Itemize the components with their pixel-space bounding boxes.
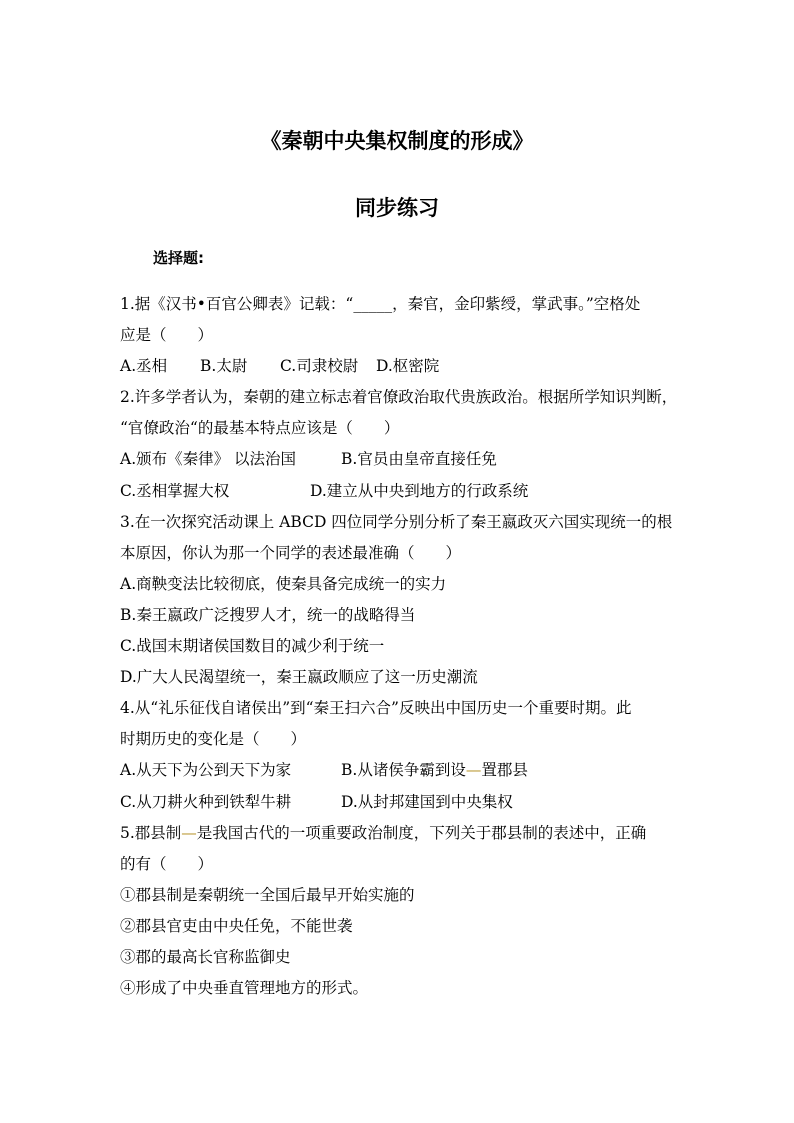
option-b-dash: — [465, 761, 482, 780]
question-5-stem-line-2: 的有（ ） [120, 854, 214, 873]
question-5-item-2: ②郡县官吏由中央任免，不能世袭 [120, 916, 353, 935]
question-3-option-c: C.战国末期诸侯国数目的减少利于统一 [120, 637, 385, 656]
option-a: A.丞相 [120, 357, 168, 376]
section-heading: 选择题: [153, 249, 204, 267]
question-list [120, 289, 680, 1004]
option-b: B.太尉 [200, 357, 248, 376]
question-3-stem-line-1: 3.在一次探究活动课上 ABCD 四位同学分别分析了秦王嬴政灭六国实现统一的根 [120, 512, 673, 531]
question-4-stem-line-1: 4.从“礼乐征伐自诸侯出”到“秦王扫六合”反映出中国历史一个重要时期。此 [120, 699, 632, 718]
question-3-option-b: B.秦王嬴政广泛搜罗人才，统一的战略得当 [120, 605, 416, 624]
question-5-dash: — [181, 823, 197, 842]
question-5-item-1: ①郡县制是秦朝统一全国后最早开始实施的 [120, 885, 415, 904]
question-2-options-row-2 [120, 476, 680, 507]
option-d: D.建立从中央到地方的行政系统 [310, 481, 529, 500]
option-b: B.官员由皇帝直接任免 [341, 450, 497, 469]
option-b-text-post: 置郡县 [481, 761, 528, 780]
option-d: D.枢密院 [376, 357, 440, 376]
option-d: D.从封邦建国到中央集权 [341, 792, 513, 811]
question-5-stem-post: 是我国古代的一项重要政治制度，下列关于郡县制的表述中，正确 [196, 823, 647, 842]
question-1-stem-line-2: 应是（ ） [120, 326, 214, 345]
option-c: C.丞相掌握大权 [120, 481, 230, 500]
question-2-stem-line-2: “官僚政治“的最基本特点应该是（ ） [120, 419, 400, 438]
option-b [341, 755, 528, 786]
question-5-stem-line-1 [120, 818, 680, 849]
question-3-option-a: A.商鞅变法比较彻底，使秦具备完成统一的实力 [120, 574, 447, 593]
option-c: C.从刀耕火种到铁犁牛耕 [120, 792, 292, 811]
option-b-text-pre: B.从诸侯争霸到设 [341, 761, 466, 780]
question-2-options-row-1 [120, 444, 680, 475]
question-4-options-row-1 [120, 755, 680, 786]
question-5-item-4: ④形成了中央垂直管理地方的形式。 [120, 979, 369, 998]
question-1-options [120, 351, 680, 382]
question-5-item-3: ③郡的最高长官称监御史 [120, 947, 291, 966]
option-c: C.司隶校尉 [280, 357, 359, 376]
document-title: 《秦朝中央集权制度的形成》 [260, 129, 534, 153]
option-a: A.从天下为公到天下为家 [120, 761, 292, 780]
document-subtitle: 同步练习 [355, 196, 439, 220]
question-2-stem-line-1: 2.许多学者认为，秦朝的建立标志着官僚政治取代贵族政治。根据所学知识判断， [120, 388, 678, 407]
question-3-option-d: D.广大人民渴望统一，秦王嬴政顺应了这一历史潮流 [120, 668, 478, 687]
question-3-stem-line-2: 本原因，你认为那一个同学的表述最准确（ ） [120, 543, 462, 562]
question-4-options-row-2 [120, 787, 680, 818]
question-5-stem-pre: 5.郡县制 [120, 823, 182, 842]
question-4-stem-line-2: 时期历史的变化是（ ） [120, 730, 307, 749]
option-a: A.颁布《秦律》 以法治国 [120, 450, 297, 469]
question-1-stem-line-1: 1.据《汉书•百官公卿表》记载：“_____，秦官，金印紫绶，掌武事。”空格处 [120, 295, 641, 313]
